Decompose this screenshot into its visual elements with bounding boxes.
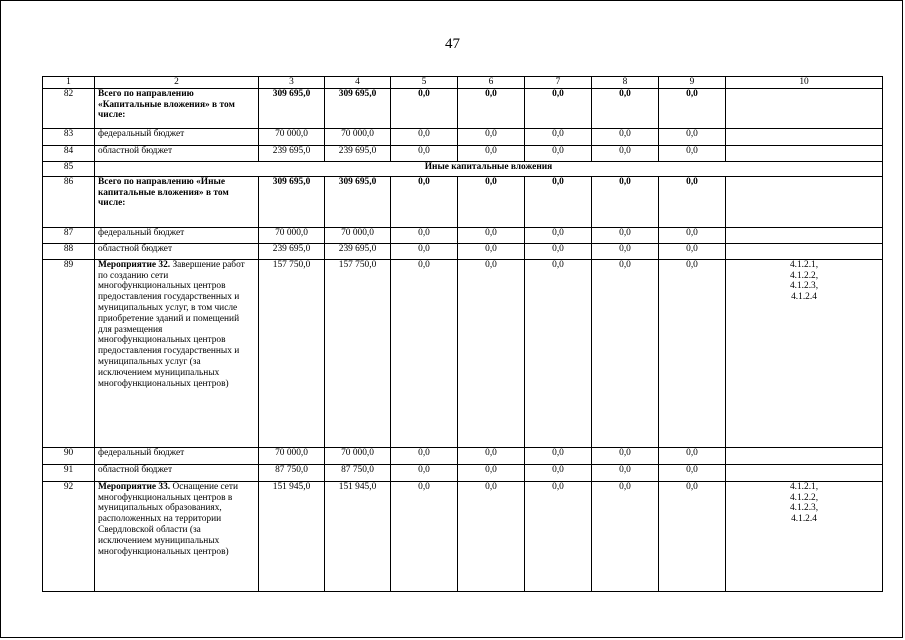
row-number-cell: 88 xyxy=(43,243,95,259)
amount-cell-7: 0,0 xyxy=(525,176,592,227)
amount-cell-6: 0,0 xyxy=(458,243,525,259)
column-number-header: 6 xyxy=(458,77,525,89)
table-row xyxy=(43,243,883,259)
description-text: Оснащение сети многофункциональных центров в муниципальных образованиях, расположенных на территории Свердловской области (за исключением муниципальных многофункциональных центров) xyxy=(98,481,239,557)
amount-cell-3: 157 750,0 xyxy=(259,259,325,447)
row-number-cell: 83 xyxy=(43,128,95,145)
description-text: федеральный бюджет xyxy=(98,128,185,139)
amount-cell-8: 0,0 xyxy=(592,227,659,243)
table-row xyxy=(43,464,883,481)
target-ref: 4.1.2.1, xyxy=(789,481,819,492)
amount-cell-5: 0,0 xyxy=(391,128,458,145)
amount-cell-6: 0,0 xyxy=(458,145,525,161)
amount-cell-5: 0,0 xyxy=(391,481,458,591)
description-text: федеральный бюджет xyxy=(98,447,185,458)
amount-cell-5: 0,0 xyxy=(391,259,458,447)
amount-cell-4: 239 695,0 xyxy=(325,243,391,259)
amount-cell-6: 0,0 xyxy=(458,481,525,591)
amount-cell-5: 0,0 xyxy=(391,243,458,259)
row-number-cell: 86 xyxy=(43,176,95,227)
description-text: областной бюджет xyxy=(98,243,173,254)
amount-cell-9: 0,0 xyxy=(659,481,726,591)
section-heading-cell: Иные капитальные вложения xyxy=(95,161,883,176)
amount-cell-4: 87 750,0 xyxy=(325,464,391,481)
table-row xyxy=(43,481,883,591)
description-cell xyxy=(95,481,259,591)
amount-cell-8: 0,0 xyxy=(592,88,659,128)
row-number-cell: 89 xyxy=(43,259,95,447)
target-refs-cell xyxy=(726,259,883,447)
description-text: областной бюджет xyxy=(98,464,173,475)
amount-cell-3: 309 695,0 xyxy=(259,176,325,227)
amount-cell-4: 151 945,0 xyxy=(325,481,391,591)
amount-cell-5: 0,0 xyxy=(391,227,458,243)
row-number-cell: 90 xyxy=(43,447,95,464)
target-refs-cell xyxy=(726,128,883,145)
target-refs-cell xyxy=(726,447,883,464)
row-number-cell: 92 xyxy=(43,481,95,591)
budget-table xyxy=(42,76,883,592)
description-text: федеральный бюджет xyxy=(98,227,185,238)
amount-cell-9: 0,0 xyxy=(659,447,726,464)
amount-cell-5: 0,0 xyxy=(391,464,458,481)
table-row xyxy=(43,88,883,128)
amount-cell-6: 0,0 xyxy=(458,259,525,447)
amount-cell-8: 0,0 xyxy=(592,259,659,447)
amount-cell-6: 0,0 xyxy=(458,464,525,481)
amount-cell-8: 0,0 xyxy=(592,243,659,259)
amount-cell-7: 0,0 xyxy=(525,243,592,259)
description-text: Всего по направлению «Иные капитальные вложения» в том числе: xyxy=(98,176,229,209)
amount-cell-6: 0,0 xyxy=(458,447,525,464)
description-cell xyxy=(95,259,259,447)
description-cell xyxy=(95,447,259,464)
target-refs-cell xyxy=(726,145,883,161)
amount-cell-4: 70 000,0 xyxy=(325,227,391,243)
amount-cell-6: 0,0 xyxy=(458,227,525,243)
amount-cell-3: 239 695,0 xyxy=(259,145,325,161)
target-refs-cell xyxy=(726,464,883,481)
target-refs-cell xyxy=(726,227,883,243)
amount-cell-3: 87 750,0 xyxy=(259,464,325,481)
target-refs-cell xyxy=(726,176,883,227)
amount-cell-3: 151 945,0 xyxy=(259,481,325,591)
column-number-header: 7 xyxy=(525,77,592,89)
amount-cell-7: 0,0 xyxy=(525,227,592,243)
amount-cell-7: 0,0 xyxy=(525,128,592,145)
row-number-cell: 87 xyxy=(43,227,95,243)
column-number-header: 3 xyxy=(259,77,325,89)
target-ref: 4.1.2.2, xyxy=(789,270,819,281)
table-row xyxy=(43,176,883,227)
table-row xyxy=(43,161,883,176)
amount-cell-9: 0,0 xyxy=(659,259,726,447)
amount-cell-3: 70 000,0 xyxy=(259,227,325,243)
amount-cell-8: 0,0 xyxy=(592,481,659,591)
amount-cell-3: 239 695,0 xyxy=(259,243,325,259)
amount-cell-4: 309 695,0 xyxy=(325,88,391,128)
target-ref: 4.1.2.4 xyxy=(791,514,817,525)
amount-cell-9: 0,0 xyxy=(659,227,726,243)
activity-label: Мероприятие 32. xyxy=(98,259,171,270)
amount-cell-6: 0,0 xyxy=(458,128,525,145)
description-cell xyxy=(95,176,259,227)
amount-cell-9: 0,0 xyxy=(659,128,726,145)
target-ref: 4.1.2.3, xyxy=(789,503,819,514)
amount-cell-5: 0,0 xyxy=(391,88,458,128)
amount-cell-9: 0,0 xyxy=(659,145,726,161)
amount-cell-8: 0,0 xyxy=(592,176,659,227)
description-cell xyxy=(95,464,259,481)
table-header-row xyxy=(43,77,883,89)
amount-cell-7: 0,0 xyxy=(525,145,592,161)
target-ref: 4.1.2.2, xyxy=(789,492,819,503)
amount-cell-5: 0,0 xyxy=(391,447,458,464)
column-number-header: 1 xyxy=(43,77,95,89)
amount-cell-5: 0,0 xyxy=(391,176,458,227)
column-number-header: 5 xyxy=(391,77,458,89)
row-number-cell: 82 xyxy=(43,88,95,128)
column-number-header: 10 xyxy=(726,77,883,89)
row-number-cell: 91 xyxy=(43,464,95,481)
amount-cell-7: 0,0 xyxy=(525,464,592,481)
amount-cell-4: 70 000,0 xyxy=(325,128,391,145)
row-number-cell: 85 xyxy=(43,161,95,176)
amount-cell-4: 70 000,0 xyxy=(325,447,391,464)
row-number-cell: 84 xyxy=(43,145,95,161)
column-number-header: 9 xyxy=(659,77,726,89)
description-cell xyxy=(95,145,259,161)
amount-cell-4: 239 695,0 xyxy=(325,145,391,161)
table-row xyxy=(43,259,883,447)
page-number: 47 xyxy=(445,36,460,52)
table-row xyxy=(43,145,883,161)
column-number-header: 2 xyxy=(95,77,259,89)
amount-cell-8: 0,0 xyxy=(592,464,659,481)
amount-cell-7: 0,0 xyxy=(525,447,592,464)
description-cell xyxy=(95,227,259,243)
amount-cell-7: 0,0 xyxy=(525,88,592,128)
amount-cell-4: 309 695,0 xyxy=(325,176,391,227)
amount-cell-8: 0,0 xyxy=(592,447,659,464)
amount-cell-9: 0,0 xyxy=(659,464,726,481)
amount-cell-4: 157 750,0 xyxy=(325,259,391,447)
target-refs-cell xyxy=(726,481,883,591)
amount-cell-8: 0,0 xyxy=(592,128,659,145)
target-refs-cell xyxy=(726,88,883,128)
target-ref: 4.1.2.3, xyxy=(789,281,819,292)
amount-cell-3: 70 000,0 xyxy=(259,447,325,464)
description-cell xyxy=(95,128,259,145)
amount-cell-9: 0,0 xyxy=(659,88,726,128)
target-refs-cell xyxy=(726,243,883,259)
column-number-header: 4 xyxy=(325,77,391,89)
amount-cell-9: 0,0 xyxy=(659,176,726,227)
description-text: Завершение работ по созданию сети многофункциональных центров предоставления государственных и муниципальных услуг, в том числе приобретение зданий и помещений для размещения многофункциональных центров предоставления государственных и муниципальных услуг (за исключением муниципальных многофункциональных центров) xyxy=(98,259,245,389)
description-cell xyxy=(95,243,259,259)
amount-cell-6: 0,0 xyxy=(458,88,525,128)
table-row xyxy=(43,128,883,145)
table-row xyxy=(43,227,883,243)
amount-cell-7: 0,0 xyxy=(525,259,592,447)
amount-cell-7: 0,0 xyxy=(525,481,592,591)
table-row xyxy=(43,447,883,464)
activity-label: Мероприятие 33. xyxy=(98,481,171,492)
description-text: областной бюджет xyxy=(98,145,173,156)
description-cell xyxy=(95,88,259,128)
amount-cell-3: 309 695,0 xyxy=(259,88,325,128)
amount-cell-9: 0,0 xyxy=(659,243,726,259)
amount-cell-5: 0,0 xyxy=(391,145,458,161)
amount-cell-6: 0,0 xyxy=(458,176,525,227)
amount-cell-8: 0,0 xyxy=(592,145,659,161)
column-number-header: 8 xyxy=(592,77,659,89)
description-text: Всего по направлению «Капитальные вложения» в том числе: xyxy=(98,88,235,121)
target-ref: 4.1.2.1, xyxy=(789,259,819,270)
target-ref: 4.1.2.4 xyxy=(791,292,817,303)
amount-cell-3: 70 000,0 xyxy=(259,128,325,145)
